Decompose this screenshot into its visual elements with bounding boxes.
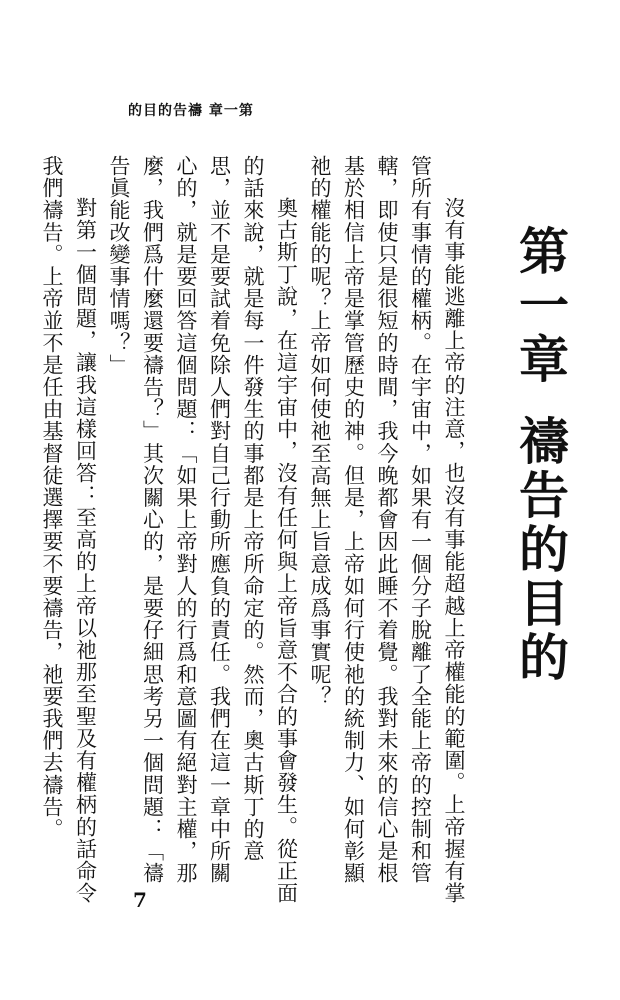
running-head: 的目的告禱 章一第: [128, 103, 254, 119]
chapter-number: 第一章: [511, 225, 570, 387]
chapter-heading: [500, 225, 580, 685]
body-text: [35, 155, 471, 905]
paragraph-2: 奧古斯丁說，在這宇宙中，沒有任何與上帝旨意不合的事會發生。從正面的話來說，就是每一件發生的事都是上帝所命定的。然而，奧古斯丁的意思，並不是要試着免除人們對自己行動所應負的責任。我們在這一章中所關心的，就是要回答這個問題：「如果上帝對人的行爲和意圖有絕對主權，那麼，我們爲什麼還要禱告？」其次關心的，是要仔細思考另一個問題：「禱告眞能改變事情嗎？」: [107, 155, 299, 905]
paragraph-3: 對第一個問題，讓我這樣回答：至高的上帝以祂那至聖及有權柄的話命令我們禱告。上帝並不是任由基督徒選擇要不要禱告，祂要我們去禱告。: [40, 155, 98, 905]
paragraph-1: 沒有事能逃離上帝的注意，也沒有事能超越上帝權能的範圍。上帝握有掌管所有事情的權柄。在宇宙中，如果有一個分子脫離了全能上帝的控制和管轄，即使只是很短的時間，我今晚都會因此睡不着覺。我對未來的信心是根基於相信上帝是掌管歷史的神。但是，上帝如何行使祂的統制力、如何彰顯祂的權能的呢？上帝如何使祂至高無上旨意成爲事實呢？: [308, 155, 466, 905]
page-number: 7: [133, 888, 147, 912]
chapter-title: 禱告的目的: [511, 415, 570, 685]
